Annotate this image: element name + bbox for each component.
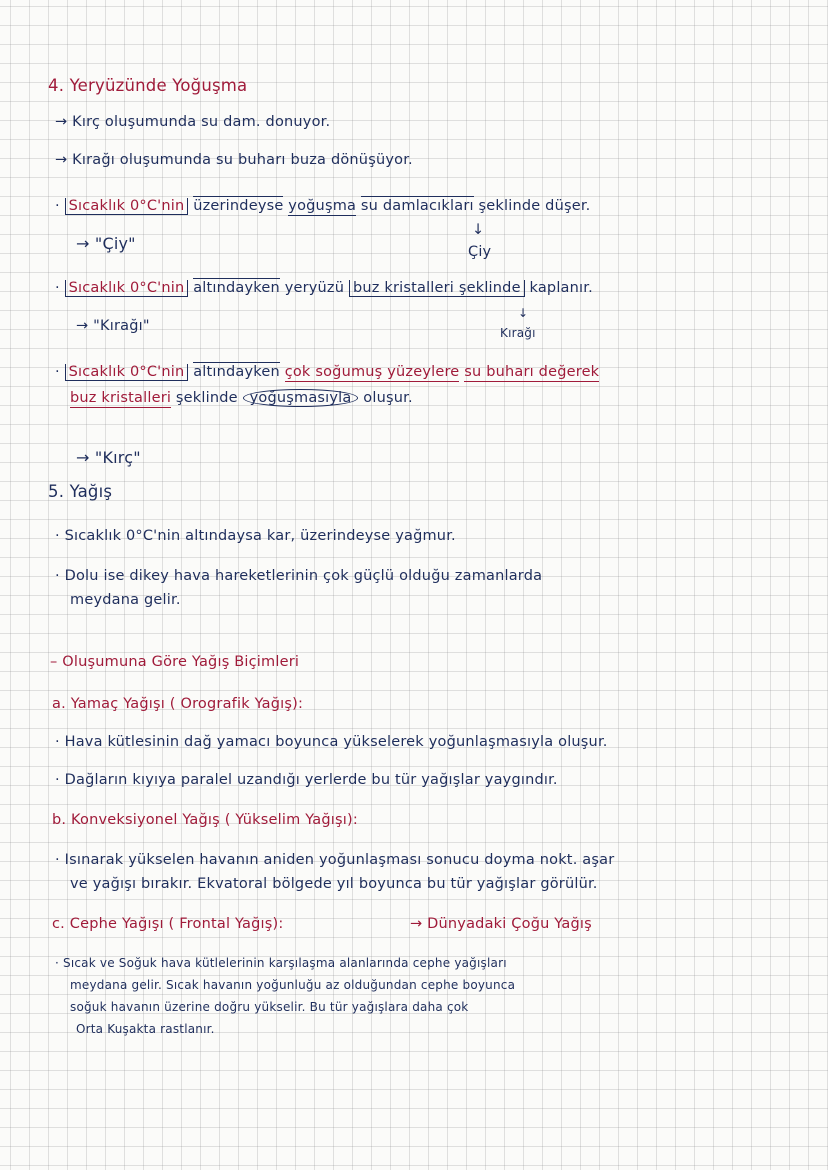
b2-end: kaplanır. [529,280,593,296]
b3-form: şeklinde [175,390,238,406]
b1-condense: yoğuşma [288,198,357,214]
p-hail-2: meydana gelir. [70,592,181,608]
p-hail-1: · Dolu ise dikey hava hareketlerinin çok güçlü olduğu zamanlarda [55,568,543,584]
line-kirc: → Kırç oluşumunda su dam. donuyor. [55,114,331,130]
bullet-dot: · [55,198,60,214]
c-p1a: · Sıcak ve Soğuk hava kütlelerinin karşılaşma alanlarında cephe yağışları [55,956,507,970]
bullet-kirc-1 [55,364,599,380]
b3-cooled: çok soğumuş yüzeylere [284,364,460,380]
bullet-ciy [55,198,591,214]
bullet-dot: · [55,280,60,296]
b1-down-arrow: ↓ [472,222,485,238]
a-p1: · Hava kütlesinin dağ yamacı boyunca yükselerek yoğunlaşmasıyla oluşur. [55,734,608,750]
b3-vapor: su buharı değerek [464,364,600,380]
b3-crystals: buz kristalleri [70,390,172,406]
subtitle-types: – Oluşumuna Göre Yağış Biçimleri [50,654,300,670]
c-p1d: Orta Kuşakta rastlanır. [76,1022,215,1036]
b1-temp: Sıcaklık 0°C'nin [65,198,189,215]
c-title: c. Cephe Yağışı ( Frontal Yağış): [52,916,284,932]
b2-kiragi-note: Kırağı [500,326,536,340]
b-p1b: ve yağışı bırakır. Ekvatoral bölgede yıl boyunca bu tür yağışlar görülür. [70,876,598,892]
b3-below: altındayken [193,364,280,380]
b2-temp: Sıcaklık 0°C'nin [65,280,189,297]
b3-temp: Sıcaklık 0°C'nin [65,364,189,381]
b2-down-arrow: ↓ [518,306,529,320]
bullet-dot: · [55,364,60,380]
c-p1b: meydana gelir. Sıcak havanın yoğunluğu az olduğundan cephe boyunca [70,978,516,992]
b2-below: altındayken [193,280,280,296]
section-4-title: 4. Yeryüzünde Yoğuşma [48,76,248,95]
b3-end: oluşur. [363,390,413,406]
b1-above: üzerindeyse [193,198,284,214]
c-p1c: soğuk havanın üzerine doğru yükselir. Bu tür yağışlara daha çok [70,1000,469,1014]
p-snow-rain: · Sıcaklık 0°C'nin altındaysa kar, üzerindeyse yağmur. [55,528,456,544]
c-note: → Dünyadaki Çoğu Yağış [410,916,592,932]
b-title: b. Konveksiyonel Yağış ( Yükselim Yağışı): [52,812,358,828]
b3-arrow-kirc: → "Kırç" [76,448,141,467]
b2-surface: yeryüzü [284,280,345,296]
b1-droplets: su damlacıkları [360,198,474,214]
b1-end: şeklinde düşer. [478,198,591,214]
b2-arrow-kiragi: → "Kırağı" [76,318,150,334]
line-kiragi: → Kırağı oluşumunda su buharı buza dönüşüyor. [55,152,413,168]
b1-ciy-note: Çiy [468,244,492,260]
b3-condense: yoğuşmasıyla [243,389,359,407]
b-p1a: · Isınarak yükselen havanın aniden yoğunlaşması sonucu doyma nokt. aşar [55,852,615,868]
bullet-kiragi [55,280,593,296]
a-title: a. Yamaç Yağışı ( Orografik Yağış): [52,696,304,712]
section-5-title: 5. Yağış [48,482,113,501]
bullet-kirc-2 [70,390,413,406]
b2-crystals: buz kristalleri şeklinde [349,280,525,297]
a-p2: · Dağların kıyıya paralel uzandığı yerlerde bu tür yağışlar yaygındır. [55,772,558,788]
b1-arrow-ciy: → "Çiy" [76,234,136,253]
